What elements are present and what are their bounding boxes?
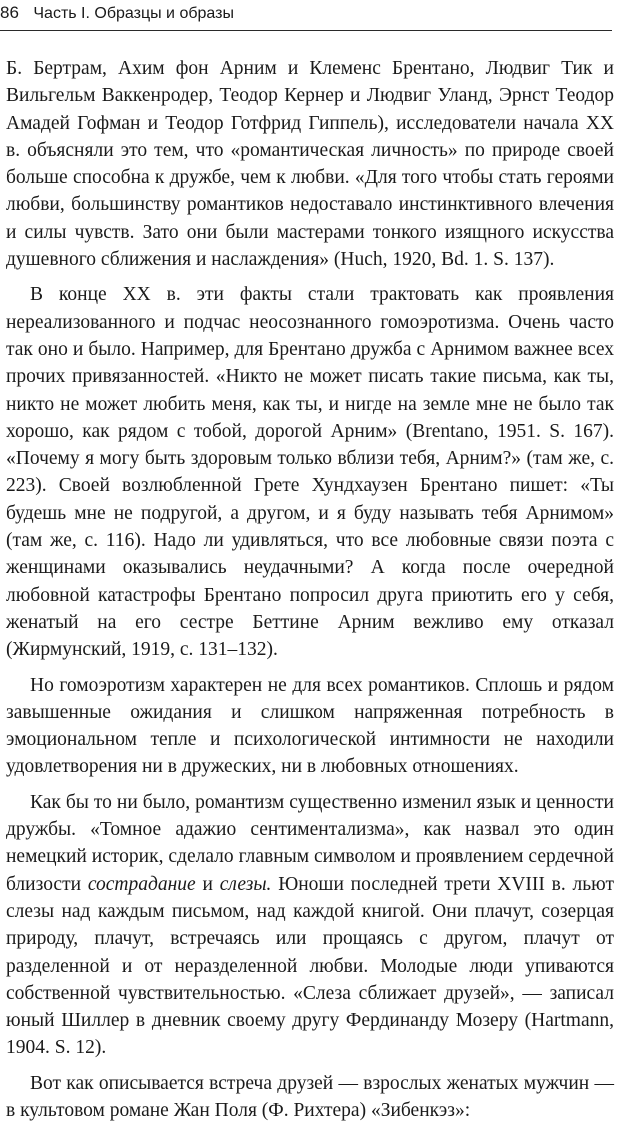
paragraph-not-all-romantics: Но гомоэротизм характерен не для всех романтиков. Сплошь и рядом завышенные ожидания и слишком напряженная потребность в эмоциональном тепле и психологической интимности не находили удовлетворения ни в дружеских, ни в любовных отношениях. [6,674,614,778]
paragraph-homoeroticism: В конце XX в. эти факты стали трактовать как проявления нереализованного и подчас неосознанного гомоэротизма. Очень часто так оно и было. Например, для Брентано дружба с Арнимом важнее всех прочих привязанностей. «Никто не может писать такие письма, как ты, никто не может любить меня, как ты, и нигде на земле мне не было так хорошо, как рядом с тобой, дорогой Арним» (Brentano, 1951. S. 167). «Почему я могу быть здоровым только вблизи тебя, Арним?» (там же, с. 223). Своей возлюбленной Грете Хундхаузен Брентано пишет: «Ты будешь мне не подругой, а другом, и я буду называть тебя Арнимом» (там же, с. 116). Надо ли удивляться, что все любовные связи поэта с женщинами оказывались неудачными? А когда после очередной любовной катастрофы Брентано попросил друга приютить его у себя, женатый на его сестре Беттине Арним вежливо ему отказал (Жирмунский, 1919, с. 131–132). [6,284,614,661]
sentimentalism-text-end: Юноши последней трети XVIII в. льют слезы над каждым письмом, над каждой книгой. Они плачут, созерцая природу, плачут, встречаясь или прощаясь с другом, плачут от разделенной и от неразделенной любви. Молодые люди упиваются собственной чувствительностью. «Слеза сближает друзей», — записал юный Шиллер в дневник своему другу Фердинанду Мозеру (Hartmann, 1904. S. 12). [6,873,614,1059]
emphasis-compassion: сострадание [87,873,196,895]
running-head [0,0,612,31]
emphasis-tears: слезы. [219,873,272,895]
paragraph-meeting-friends: Вот как описывается встреча друзей — взрослых женатых мужчин — в культовом романе Жан Поля (Ф. Рихтера) «Зибенкэз»: [6,1072,614,1121]
page-number: 86 [0,3,19,22]
paragraph-continuation: Б. Бертрам, Ахим фон Арним и Клеменс Брентано, Людвиг Тик и Вильгельм Ваккенродер, Теодор Кернер и Людвиг Уланд, Эрнст Теодор Амадей Гофман и Теодор Готфрид Гиппель), исследователи начала XX в. объясняли это тем, что «романтическая личность» по природе своей больше способна к дружбе, чем к любви. «Для того чтобы стать героями любви, большинству романтиков недоставало инстинктивного влечения и силы чувств. Зато они были мастерами тонкого изящного искусства душевного сближения и наслаждения» (Huch, 1920, Bd. 1. S. 137). [6,58,614,271]
page-body [6,55,614,1124]
conjunction-text: и [195,873,220,895]
paragraph-sentimentalism [6,789,614,1062]
section-title: Часть I. Образцы и образы [33,5,234,22]
sentimentalism-text-start: Как бы то ни было, романтизм существенно изменил язык и ценности дружбы. «Томное адажио сентиментализма», как назвал это один немецкий историк, сделало главным символом и проявлением сердечной близости [6,791,614,895]
